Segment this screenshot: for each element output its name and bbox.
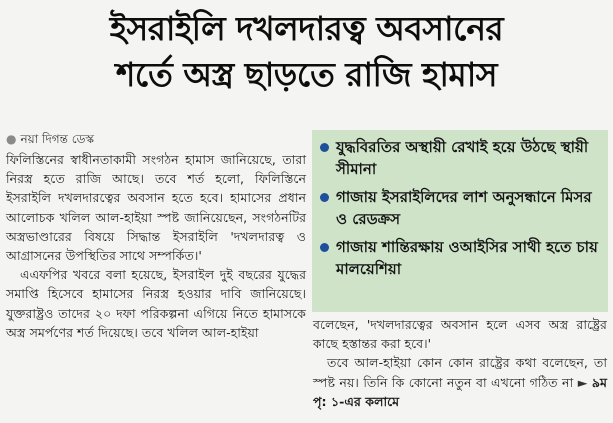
highlights-box — [312, 130, 608, 312]
byline-text: নয়া দিগন্ত ডেস্ক — [20, 132, 95, 146]
bullet-icon — [320, 243, 329, 252]
highlight-text-2: গাজায় ইসরাইলিদের লাশ অনুসন্ধানে মিসর ও রেডক্রস — [336, 188, 592, 228]
highlight-item — [320, 186, 600, 230]
byline — [6, 131, 306, 147]
headline-line-2: শর্তে অস্ত্র ছাড়তে রাজি হামাস — [115, 55, 498, 94]
article-column-left — [6, 150, 306, 342]
headline-line-1: ইসরাইলি দখলদারত্ব অবসানের — [109, 9, 504, 48]
article-paragraph-3: বলেছেন, 'দখলদারত্বের অবসান হলে এসব অস্ত্র রাষ্ট্রের কাছে হস্তান্তর করা হবে।' — [313, 317, 607, 352]
triangle-right-icon: ► — [577, 374, 588, 390]
bullet-icon: ● — [6, 132, 17, 146]
continuation-reference[interactable]: ৯ম পৃ: ১-এর কলামে — [313, 374, 607, 409]
article-paragraph-4-text: তবে আল-হাইয়া কোন কোন রাষ্ট্রের কথা বলেছেন, তা স্পষ্ট নয়। তিনি কি কোনো নতুন বা এখনো গঠিত না — [313, 355, 607, 390]
highlight-item — [320, 136, 600, 180]
highlight-text-1: যুদ্ধবিরতির অস্থায়ী রেখাই হয়ে উঠছে স্থায়ী সীমানা — [336, 138, 589, 178]
headline — [6, 6, 607, 98]
highlight-text-3: গাজায় শান্তিরক্ষায় ওআইসির সাথী হতে চায় মালয়েশিয়া — [336, 238, 598, 278]
highlight-item — [320, 236, 600, 280]
bullet-icon — [320, 143, 329, 152]
article-paragraph-2: এএফপির খবরে বলা হয়েছে, ইসরাইল দুই বছরের যুদ্ধের সমাপ্তি হিসেবে হামাসের নিরস্ত্র হওয়ার দাবি জানিয়েছে। যুক্তরাষ্ট্রও তাদের ২০ দফা পরিকল্পনা এগিয়ে নিতে হামাসকে অস্ত্র সমর্পণের শর্ত দিয়েছে। তবে খলিল আল-হাইয়া — [6, 267, 306, 340]
article-column-right — [313, 315, 607, 411]
bullet-icon — [320, 193, 329, 202]
article-paragraph-4 — [313, 353, 607, 411]
article-paragraph-1: ফিলিস্তিনের স্বাধীনতাকামী সংগঠন হামাস জানিয়েছে, তারা নিরস্ত্র হতে রাজি আছে। তবে শর্ত হলো, ফিলিস্তিনে ইসরাইলি দখলদারত্বের অবসান হতে হবে। হামাসের প্রধান আলোচক খলিল আল-হাইয়া স্পষ্ট জানিয়েছেন, সংগঠনটির অস্ত্রভাণ্ডারের বিষয়ে সিদ্ধান্ত ইসরাইলি 'দখলদারত্ব ও আগ্রাসনের উপস্থিতির সাথে সম্পর্কিত।' — [6, 152, 306, 264]
